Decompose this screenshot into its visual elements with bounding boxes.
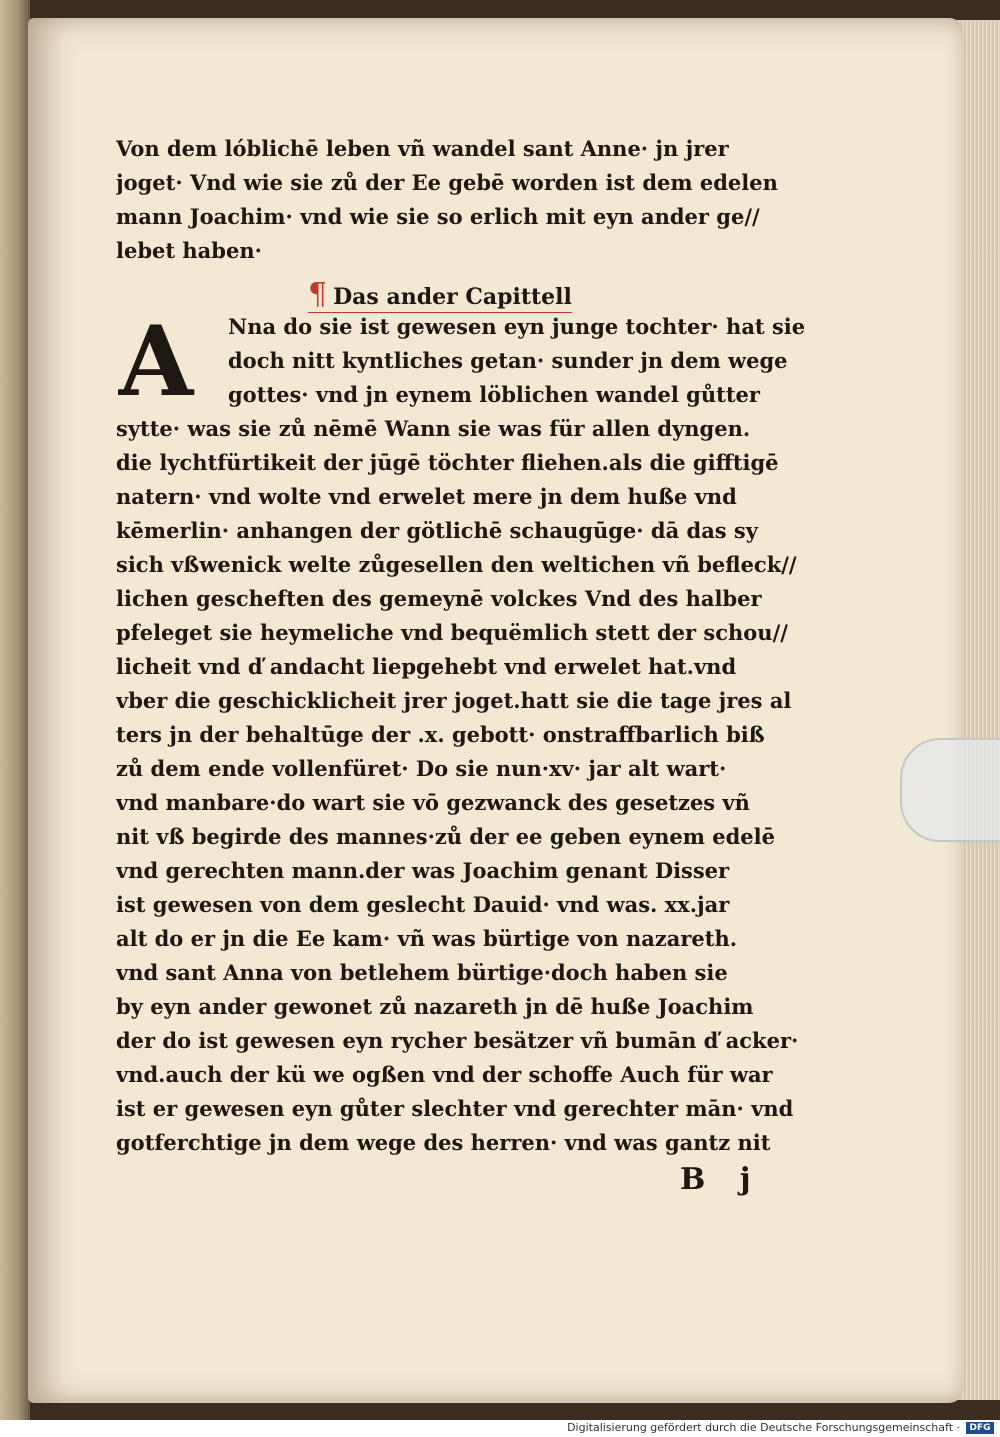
body-line: vnd manbare·do wart sie vō gezwanck des gesetzes vñ xyxy=(116,790,750,815)
body-line: alt do er jn die Ee kam· vñ was bürtige von nazareth. xyxy=(116,926,738,951)
funding-credit: Digitalisierung gefördert durch die Deutsche Forschungsgemeinschaft · xyxy=(567,1421,960,1434)
body-line: gottes· vnd jn eynem löblichen wandel gůtter xyxy=(228,382,760,407)
heading-line: lebet haben· xyxy=(116,238,262,263)
body-line: by eyn ander gewonet zů nazareth jn dē huße Joachim xyxy=(116,994,754,1019)
body-line: ist gewesen von dem geslecht Dauid· vnd was. xx.jar xyxy=(116,892,730,917)
dfg-logo: DFG xyxy=(966,1422,994,1434)
body-text xyxy=(116,412,816,1160)
body-line: licheit vnd ď andacht liepgehebt vnd erwelet hat.vnd xyxy=(116,654,737,679)
body-line: vber die geschicklicheit jrer joget.hatt sie die tage jres al xyxy=(116,688,792,713)
heading-line: joget· Vnd wie sie zů der Ee gebē worden ist dem edelen xyxy=(116,170,778,195)
page-clip xyxy=(900,738,1000,842)
body-line: zů dem ende vollenfüret· Do sie nun·xv· jar alt wart· xyxy=(116,756,727,781)
decorated-initial: A xyxy=(118,305,194,418)
body-line: doch nitt kyntliches getan· sunder jn dem wege xyxy=(228,348,788,373)
body-line: Nna do sie ist gewesen eyn junge tochter· hat sie xyxy=(228,314,806,339)
body-line: der do ist gewesen eyn rycher besätzer vñ bumān ď acker· xyxy=(116,1028,799,1053)
body-line: sich vßwenick welte zůgesellen den weltichen vñ befleck// xyxy=(116,552,797,577)
chapter-title-text: Das ander Capittell xyxy=(333,284,572,310)
body-text-top xyxy=(116,305,816,418)
heading-line: Von dem lóblichē leben vñ wandel sant Anne· jn jrer xyxy=(116,136,729,161)
chapter-heading xyxy=(116,132,816,268)
body-line: ters jn der behaltūge der .x. gebott· onstraffbarlich biß xyxy=(116,722,765,747)
body-line: vnd.auch der kü we ogßen vnd der schoffe Auch für war xyxy=(116,1062,773,1087)
body-line: natern· vnd wolte vnd erwelet mere jn dem huße vnd xyxy=(116,484,737,509)
heading-line: mann Joachim· vnd wie sie so erlich mit eyn ander ge// xyxy=(116,204,760,229)
body-line: gotferchtige jn dem wege des herren· vnd was gantz nit xyxy=(116,1130,771,1155)
body-line: vnd sant Anna von betlehem bürtige·doch haben sie xyxy=(116,960,728,985)
facing-page-edge xyxy=(0,0,30,1420)
body-line: vnd gerechten mann.der was Joachim genant Disser xyxy=(116,858,730,883)
body-line: lichen gescheften des gemeynē volckes Vnd des halber xyxy=(116,586,762,611)
rubric-mark: ¶ xyxy=(308,277,328,312)
body-line: sytte· was sie zů nēmē Wann sie was für allen dyngen. xyxy=(116,416,751,441)
body-line: die lychtfürtikeit der jūgē töchter fliehen.als die gifftigē xyxy=(116,450,779,475)
signature-mark: B j xyxy=(680,1162,763,1197)
body-line: pfeleget sie heymeliche vnd bequëmlich stett der schou// xyxy=(116,620,788,645)
body-line: kēmerlin· anhangen der götlichē schaugūge· dā das sy xyxy=(116,518,758,543)
chapter-title xyxy=(308,277,572,313)
footer-bar xyxy=(0,1420,1000,1437)
body-line: ist er gewesen eyn gůter slechter vnd gerechter mān· vnd xyxy=(116,1096,794,1121)
body-line: nit vß begirde des mannes·zů der ee geben eynem edelē xyxy=(116,824,775,849)
